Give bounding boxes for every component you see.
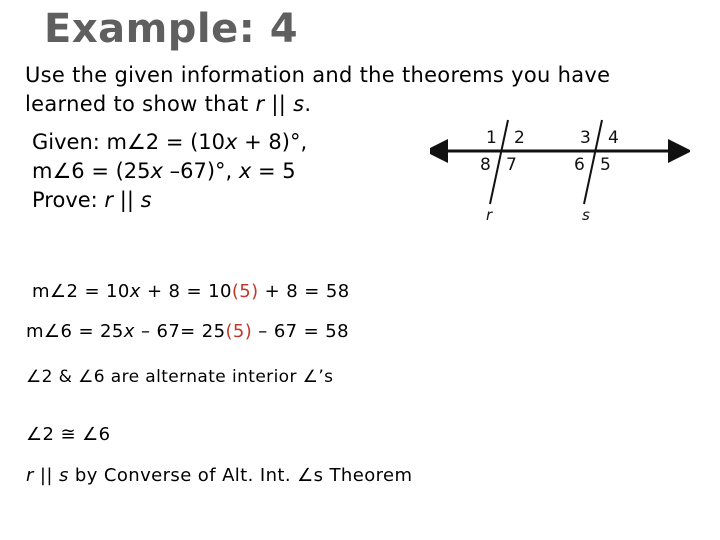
work-step-2: m∠6 = 25x – 67= 25(5) – 67 = 58 (26, 321, 349, 342)
angle-label-6: 6 (574, 155, 585, 175)
angle-label-7: 7 (506, 155, 517, 175)
line-r-label: r (486, 206, 493, 224)
substituted-value: (5) (231, 281, 259, 302)
intro-line-2: learned to show that r || s. (25, 92, 312, 116)
angle-label-1: 1 (486, 128, 497, 148)
given-line-2: m∠6 = (25x –67)°, x = 5 (32, 159, 296, 183)
prove-line: Prove: r || s (32, 188, 152, 212)
intro-line-1: Use the given information and the theorems you have (25, 63, 611, 87)
line-s-label: s (582, 206, 590, 224)
angle-label-5: 5 (600, 155, 611, 175)
work-step-4: ∠2 ≅ ∠6 (26, 424, 111, 445)
work-step-1: m∠2 = 10x + 8 = 10(5) + 8 = 58 (32, 281, 350, 302)
substituted-value: (5) (225, 321, 253, 342)
conclusion-line: r || s by Converse of Alt. Int. ∠s Theorem (26, 465, 413, 486)
angle-label-8: 8 (480, 155, 491, 175)
given-line-1: Given: m∠2 = (10x + 8)°, (32, 130, 308, 154)
angle-label-3: 3 (580, 128, 591, 148)
angle-label-2: 2 (514, 128, 525, 148)
angle-label-4: 4 (608, 128, 619, 148)
work-step-3: ∠2 & ∠6 are alternate interior ∠’s (26, 367, 334, 387)
page-title: Example: 4 (44, 6, 299, 52)
parallel-lines-figure (430, 118, 690, 230)
